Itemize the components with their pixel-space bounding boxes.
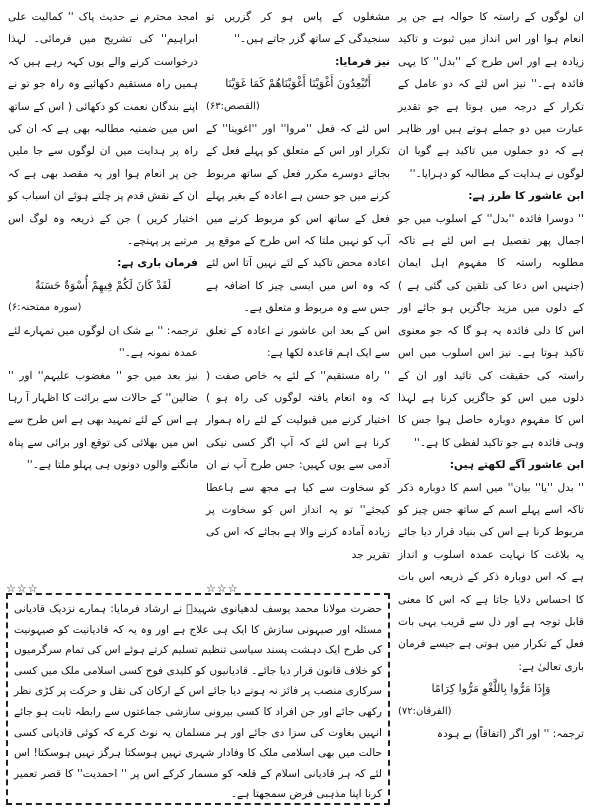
- translation: ترجمہ: '' بے شک ان لوگوں میں تمہارے لئے عمدہ نمونہ ہے۔'': [8, 324, 198, 360]
- paragraph: اس لئے کہ فعل ''مروا'' اور ''اغوینا'' کے تکرار اور اس کے متعلق کو پہلے فعل کے بجائے دوسرے مکرر فعل کے ساتھ مربوط کرنے میں جو حسن ہے اعادہ کے بغیر پہلے فعل کے ساتھ اس کو مربوط کرنے میں آپ کو نہیں ملتا کہ اس طرح کے موقع پر اعادہ محض تاکید کے لئے نہیں آتا اس لئے کہ وہ اس میں ایسی چیز کا اضافہ ہے جس سے وہ مربوط و متعلق ہے۔: [206, 123, 390, 315]
- paragraph: نیز بعد میں جو '' مغضوب علیہم'' اور '' ضالین'' کے حالات سے برائت کا اظہار آ رہا ہے اس کے لئے تمہید بھی ہے اس طرح سے اس میں بھلائی کی توقع اور برائی سے پناہ مانگنے والوں دونوں ہی پہلو ملتا ہے۔'': [8, 369, 198, 472]
- subheading: فرمان باری ہے:: [117, 257, 198, 270]
- verse-citation: (الفرقان:۷۲): [398, 705, 452, 717]
- translation: ترجمہ: '' اور اگر (اتفاقاً) بے ہودہ: [436, 728, 584, 740]
- subheading: نیز فرمایا:: [335, 55, 390, 68]
- paragraph: '' راہ مستقیم'' کے لئے یہ خاص صفت ( کہ وہ انعام یافتہ لوگوں کی راہ ہو ) اختیار کرنے میں قبولیت کے لئے راہ ہموار کرنا ہے اس لئے کہ آپ اگر کسی نیکی آدمی سے یوں کہیں: جس طرح آپ نے ان کو سخاوت سے کیا ہے مجھ سے ہاعطا کیجئے'' تو یہ انداز اس کو سخاوت پر زیادہ آمادہ کرنے والا ہے بجائے کہ اس کی تقریر جد: [206, 369, 390, 561]
- section-separator-stars: ☆☆☆: [6, 582, 39, 595]
- middle-column: [206, 6, 390, 566]
- quran-verse: لَقَدْ كَانَ لَكُمْ فِيهِمْ أُسْوَةٌ حَسَنَةٌ: [34, 278, 172, 292]
- paragraph: اس کے بعد ابن عاشور نے اعادہ کے تعلق سے ایک اہم قاعدہ لکھا ہے:: [206, 324, 390, 360]
- verse-citation: (سورہ ممتحنہ:۶): [8, 302, 82, 314]
- paragraph: '' دوسرا فائدہ ''بدل'' کے اسلوب میں جو اجمال پھر تفصیل ہے اس لئے ہے تاکہ مطلوبہ راستہ کا مفہوم اہل ایمان (جنہیں اس دعا کی تلقین کی گئی ہے ) کے دلوں میں مزید جاگزیں ہو جائے اور اس کا دلی فائدہ یہ ہو گا کہ جو معنوی تاکید ہوتا ہے۔ نیز اس اسلوب میں اس راستہ کی حقیقت کی تائید اور ان کے دلوں میں اس کو جاگزیں کرنا ہے لہذا اس کا مفہوم دوبارہ حاصل ہوا جس کا وہی فائدہ ہے جو تاکید لفظی کا ہے۔'': [398, 212, 584, 449]
- quran-verse: أَتُبْعِدُونَ أَغْوَيْنَا أَغْوَيْنَاهُمْ كَمَا غَوَيْنَا: [225, 77, 371, 91]
- right-column: [398, 6, 584, 745]
- quote-text: حضرت مولانا محمد یوسف لدھیانوی شہیدؒ نے ارشاد فرمایا: ہمارے نزدیک قادیانی مسئلہ اور صیہونی سازش کا ایک ہی علاج ہے اور وہ یہ کہ قادیانیت کو صیہونیت کی طرح ایک دہشت پسند سیاسی تنظیم تسلیم کرتے ہوئے اس کی تمام سرگرمیوں کو خلاف قانون قرار دیا جائے۔ قادیانیوں کو کلیدی فوج کسی اسلامی ملک میں کسی سرکاری منصب پر فائز نہ ہونے دیا جائے اس کے ارکان کی نقل و حرکت پر کڑی نظر رکھی جائے اور جن افراد کا کسی بیرونی سازشی جماعتوں سے رابطہ ثابت ہو جائے انہیں بغاوت کی سزا دی جائے اور ہر مسلمان یہ نوٹ کرے کہ کوئی قادیانی کسی حالت میں بھی اسلامی ملک کا وفادار شہری نہیں ہوسکتا ہرگز نہیں ہوسکتا! اس لئے کہ ہر قادیانی اسلام کے قلعہ کو مسمار کرکے اس پر '' احمدیت'' کا قصر تعمیر کرنا اپنا مذہبی فرض سمجھتا ہے۔: [14, 603, 382, 801]
- paragraph: امجد محترم نے حدیث پاک '' کمالیت علی ابراہیم'' کی تشریح میں فرمائی۔ لہذا درخواست کرنے والے یوں کہہ رہے ہیں کہ ہمیں راہ مستقیم دکھائیے وہ راہ جو تو نے اپنے بندگان نعمت کو دکھائی ( اس کے ساتھ اس میں ضمنیہ مطالبہ بھی ہے کہ ان کی راہ پر ہدایت میں ان لوگوں سے جا ملیں جن پر انعام ہوا اور یہ مقصد بھی ہے کہ ان کے نقش قدم پر چلتے ہوئے ان اسباب کو اختیار کریں ) جن کے ذریعہ وہ لوگ اس مرتبے پر پہنچے۔: [8, 11, 198, 248]
- section-separator-stars: ☆☆☆: [206, 582, 239, 595]
- quran-verse: وَإِذَا مَرُّوا بِاللَّغْوِ مَرُّوا كِرَامًا: [431, 682, 551, 696]
- paragraph: '' بدل ''یا'' بیان'' میں اسم کا دوبارہ ذکر تاکہ اسے پہلے اسم کے ساتھ جس چیز کو مربوط کرنا ہے اس کی بنیاد قرار دیا جائے یہ بلاغت کا نہایت عمدہ اسلوب و انداز ہے کہ اس دوبارہ ذکر کے ذریعہ اس بات کا احساس دلایا جاتا ہے کہ اس کا معنی قابل توجہ ہے اور دل سے قریب یہی بات فعل کے تکرار میں ہوتی ہے جیسے فرمان باری تعالیٰ ہے:: [398, 481, 584, 673]
- paragraph: ان لوگوں کے راستہ کا حوالہ ہے جن پر انعام ہوا اور اس انداز میں ثبوت و تاکید زیادہ ہے اور اس طرح کے ''بدل'' کا یہی فائدہ ہے۔'' نیز اس لئے کہ دو عامل کے تکرار کے درجہ میں ہوتا ہے جو تقدیر عبارت میں دو جملے ہوتے ہیں اور ظاہر ہے کہ دو جملوں میں تاکید ہے گویا ان لوگوں نے ہدایت کے مطالبہ کو دہرایا۔'': [398, 11, 584, 180]
- left-column: [8, 6, 198, 477]
- subheading: ابن عاشور کا طرز ہے:: [468, 190, 584, 203]
- verse-citation: (القصص:۶۳): [206, 100, 260, 112]
- highlighted-quote-box: [6, 593, 390, 805]
- subheading: ابن عاشور آگے لکھتے ہیں:: [449, 459, 584, 472]
- paragraph: مشغلوں کے پاس ہو کر گزریں تو سنجیدگی کے ساتھ گزر جاتے ہیں۔'': [206, 11, 390, 46]
